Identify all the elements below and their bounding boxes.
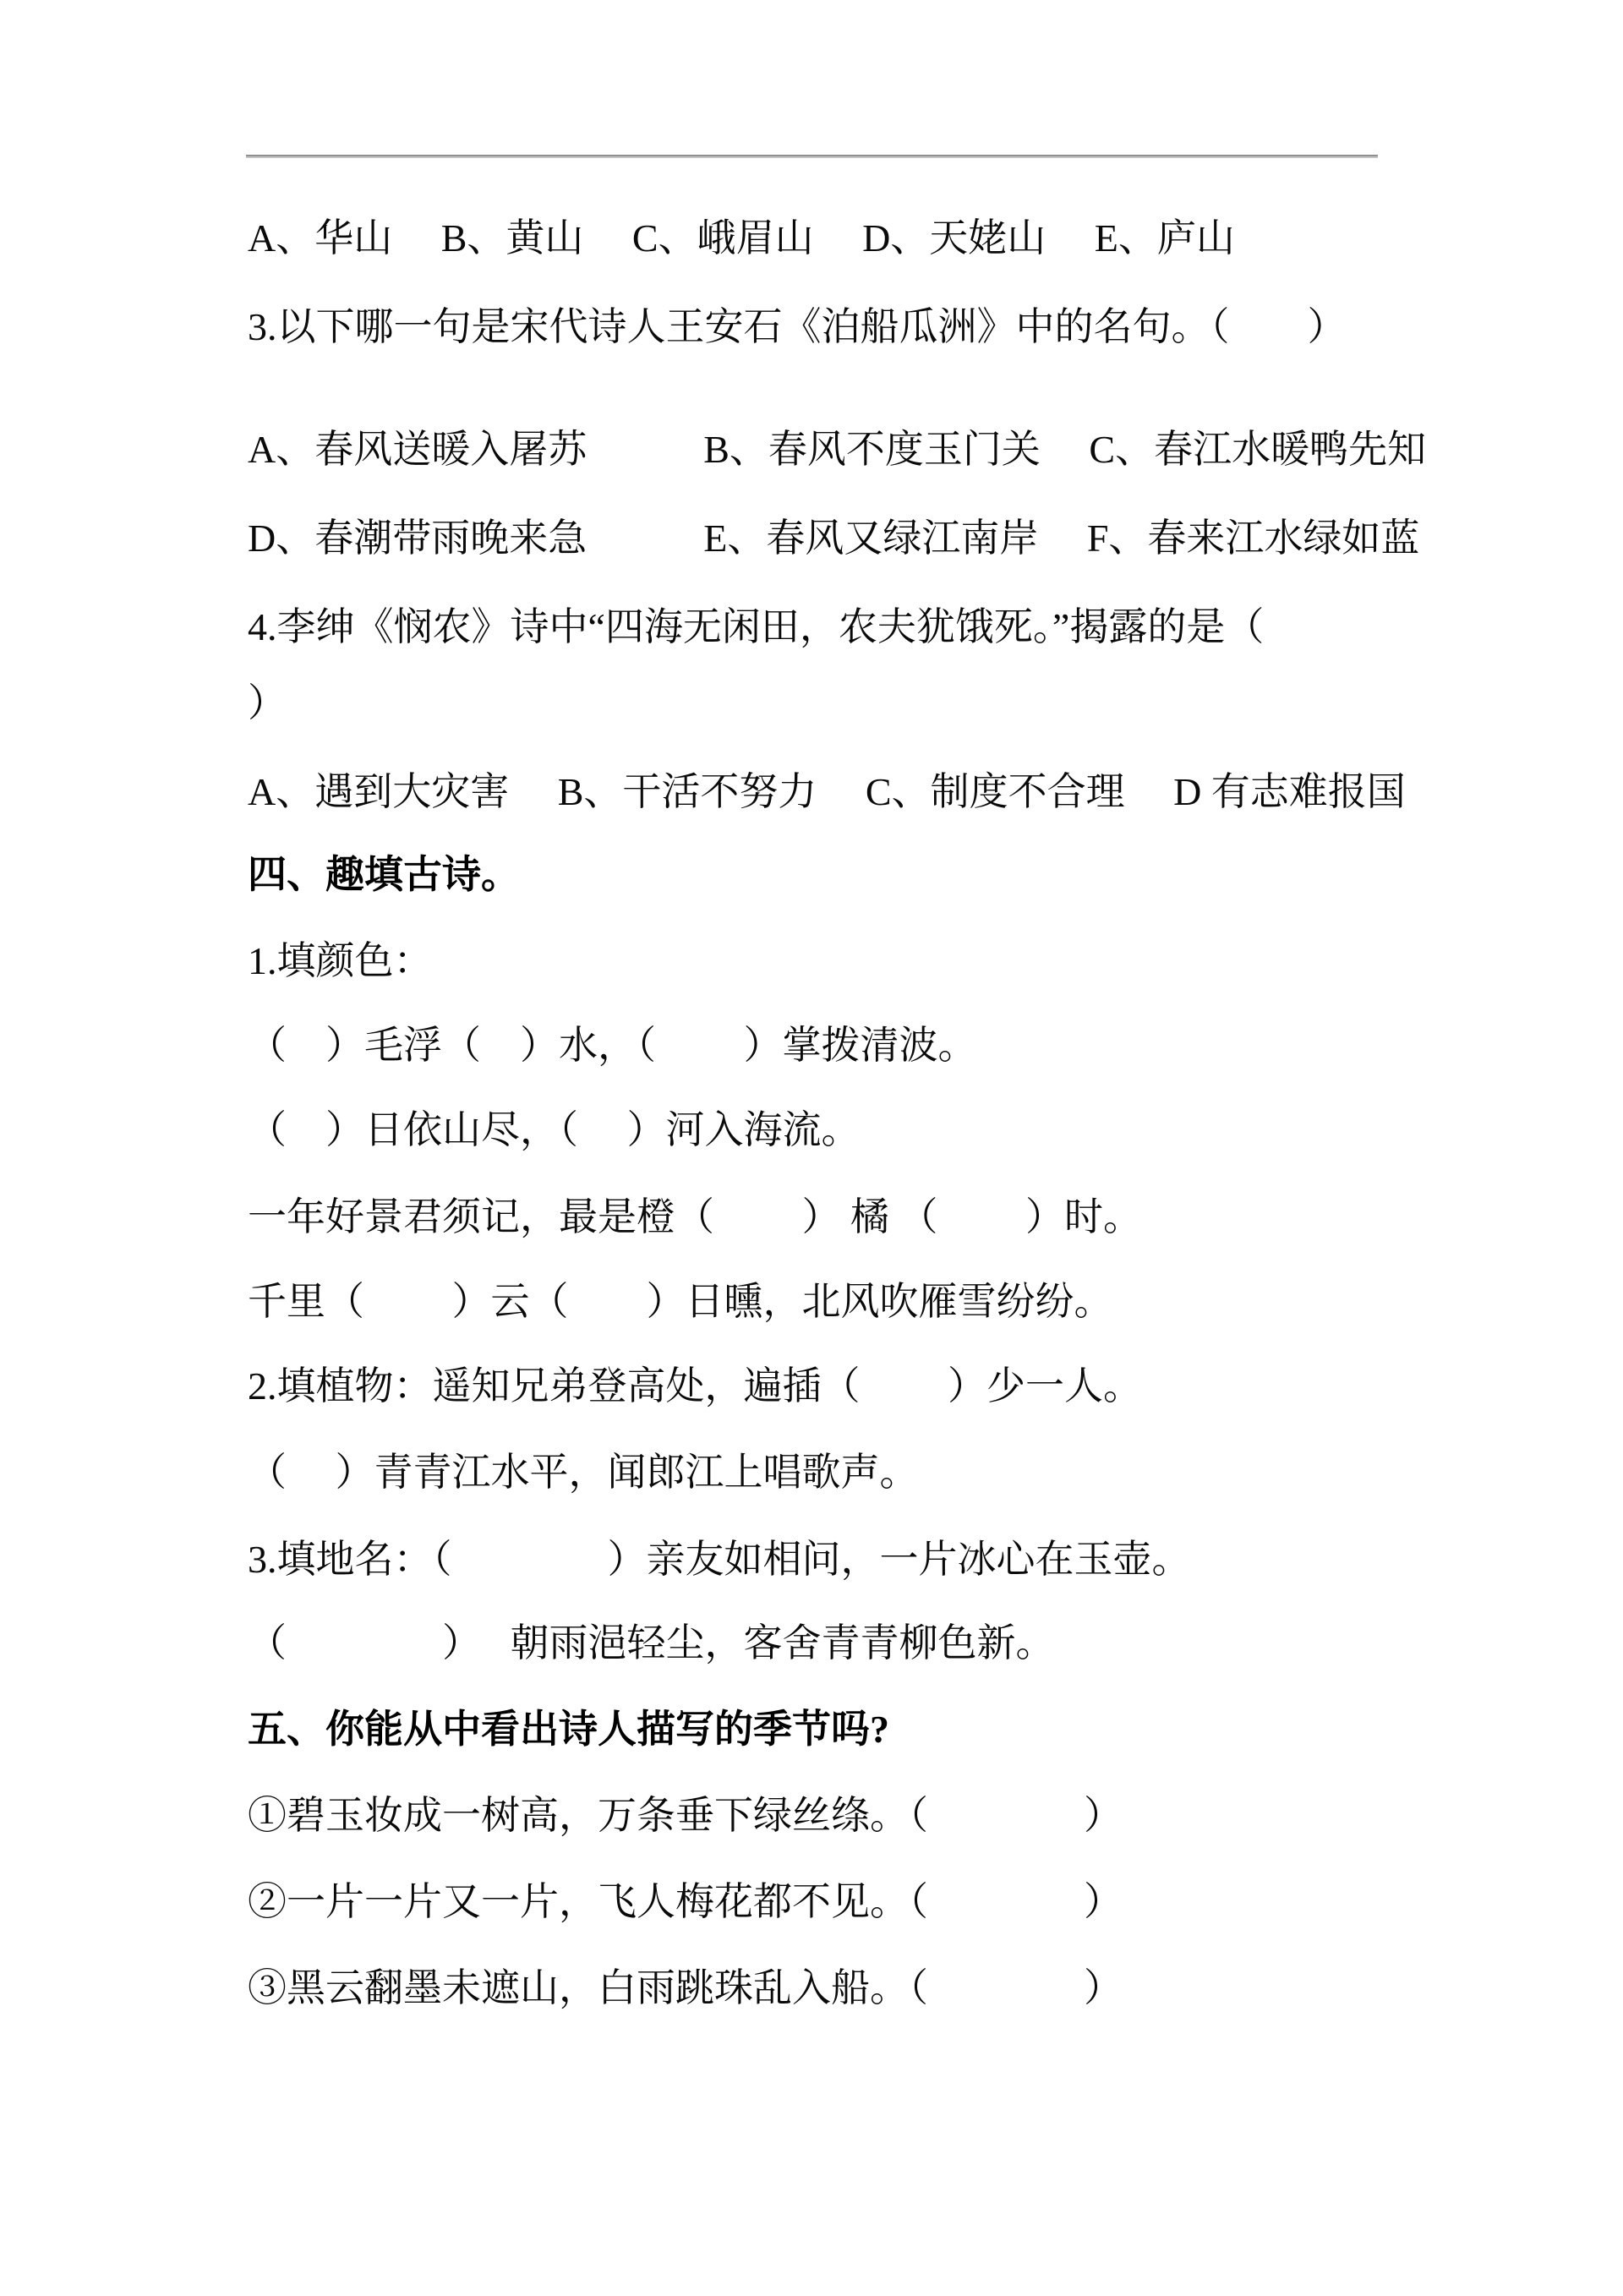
question-4-options: A、遇到大灾害 B、干活不努力 C、制度不合理 D 有志难报国 — [248, 770, 1406, 813]
horizontal-divider — [246, 155, 1378, 158]
fill-plants-line-2: （ ）青青江水平，闻郎江上唱歌声。 — [248, 1451, 919, 1494]
question-3: 3.以下哪一句是宋代诗人王安石《泊船瓜洲》中的名句。（ ） — [248, 305, 1347, 348]
fill-colors-line-3: 一年好景君须记，最是橙（ ） 橘 （ ）时。 — [248, 1195, 1142, 1238]
season-item-1: ①碧玉妆成一树高，万条垂下绿丝绦。（ ） — [248, 1794, 1123, 1837]
fill-colors-line-4: 千里（ ）云（ ）日曛，北风吹雁雪纷纷。 — [248, 1280, 1113, 1323]
fill-colors-label: 1.填颜色： — [248, 939, 433, 982]
fill-colors-line-1: （ ）毛浮（ ）水，（ ）掌拨清波。 — [248, 1024, 977, 1067]
fill-plants-line-1: 2.填植物：遥知兄弟登高处，遍插（ ）少一人。 — [248, 1364, 1142, 1408]
question-4-continuation: ） — [248, 681, 287, 724]
fill-places-line-2: （ ） 朝雨浥轻尘，客舍青青柳色新。 — [248, 1621, 1055, 1665]
mc-options-mountains: A、华山 B、黄山 C、峨眉山 D、天姥山 E、庐山 — [248, 216, 1235, 260]
season-item-2: ②一片一片又一片，飞人梅花都不见。（ ） — [248, 1880, 1123, 1923]
fill-places-line-1: 3.填地名：（ ）亲友如相问，一片冰心在玉壶。 — [248, 1538, 1191, 1581]
question-4: 4.李绅《悯农》诗中“四海无闲田，农夫犹饿死。”揭露的是（ — [248, 605, 1265, 648]
section-5-heading: 五、你能从中看出诗人描写的季节吗? — [248, 1708, 889, 1751]
fill-colors-line-2: （ ）日依山尽，（ ）河入海流。 — [248, 1108, 861, 1151]
question-3-options-row-2: D、春潮带雨晚来急 E、春风又绿江南岸 F、春来江水绿如蓝 — [248, 517, 1420, 560]
section-4-heading: 四、趣填古诗。 — [248, 853, 520, 896]
question-3-options-row-1: A、春风送暖入屠苏 B、春风不度玉门关 C、春江水暖鸭先知 — [248, 428, 1427, 471]
season-item-3: ③黑云翻墨未遮山，白雨跳珠乱入船。（ ） — [248, 1966, 1123, 2009]
